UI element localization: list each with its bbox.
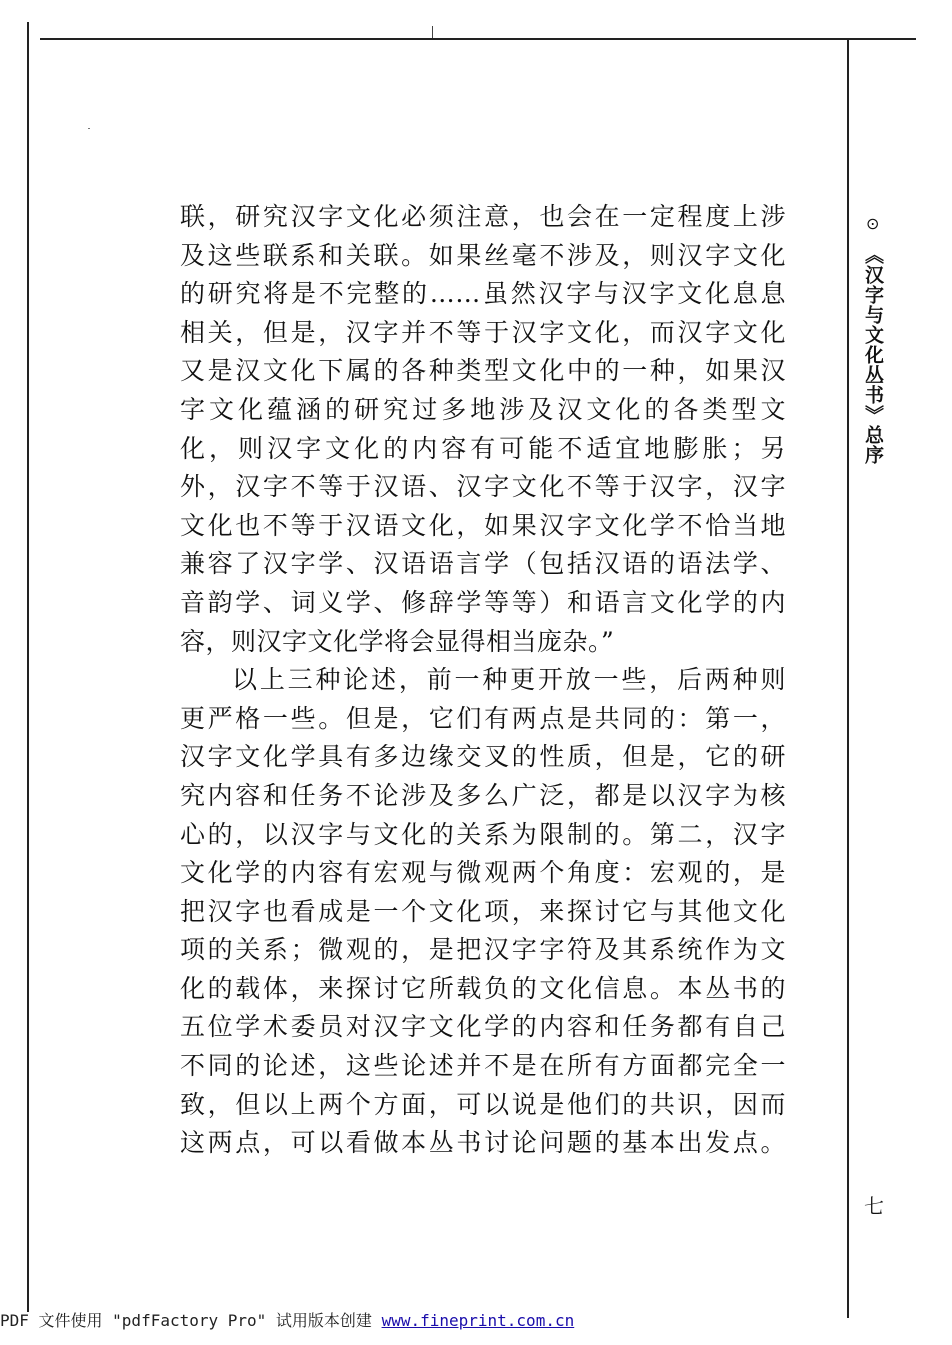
body-line: 究内容和任务不论涉及多么广泛，都是以汉字为核: [180, 780, 786, 810]
body-line: 又是汉文化下属的各种类型文化中的一种，如果汉: [180, 356, 786, 386]
header-rule-tick: [432, 26, 433, 38]
body-line: 心的，以汉字与文化的关系为限制的。第二，汉字: [180, 819, 786, 849]
left-margin-rule: [27, 22, 29, 1312]
paragraph-first-line: 以上三种论述，前一种更开放一些，后两种则: [232, 665, 786, 695]
footer-link[interactable]: www.fineprint.com.cn: [381, 1311, 575, 1330]
body-line: 文化学的内容有宏观与微观两个角度：宏观的，是: [180, 858, 786, 888]
body-line: 兼容了汉字学、汉语语言学（包括汉语的语法学、: [180, 549, 786, 579]
body-line: 联，研究汉字文化必须注意，也会在一定程度上涉: [180, 202, 786, 231]
body-line: 更严格一些。但是，它们有两点是共同的：第一，: [180, 703, 786, 733]
footer-text: PDF 文件使用 "pdfFactory Pro" 试用版本创建: [0, 1311, 382, 1330]
body-text: [180, 198, 786, 1163]
body-line: 项的关系；微观的，是把汉字字符及其系统作为文: [180, 935, 786, 965]
body-line: 音韵学、词义学、修辞学等等）和语言文化学的内: [180, 587, 786, 617]
body-line: 汉字文化学具有多边缘交叉的性质，但是，它的研: [180, 742, 786, 772]
body-line: 致，但以上两个方面，可以说是他们的共识，因而: [180, 1089, 786, 1119]
body-line: 化，则汉字文化的内容有可能不适宜地膨胀；另: [180, 433, 786, 463]
sidebar-divider-rule: [847, 40, 849, 1318]
body-line: 外，汉字不等于汉语、汉字文化不等于汉字，汉字: [180, 472, 786, 502]
body-line: 这两点，可以看做本丛书讨论问题的基本出发点。: [180, 1128, 786, 1158]
body-line: 及这些联系和关联。如果丝毫不涉及，则汉字文化: [180, 240, 786, 270]
header-rule: [40, 38, 916, 40]
page-number: 七: [864, 1194, 884, 1218]
body-line: 的研究将是不完整的……虽然汉字与汉字文化息息: [180, 279, 786, 309]
scan-speck: [88, 128, 90, 129]
running-title: 《汉字与文化丛书》总序: [862, 245, 884, 465]
body-line: 字文化蕴涵的研究过多地涉及汉文化的各类型文: [180, 394, 786, 424]
circle-dot-icon: ⊙: [866, 214, 880, 233]
body-line: 不同的论述，这些论述并不是在所有方面都完全一: [180, 1051, 786, 1081]
pdf-footer: [0, 1308, 574, 1331]
body-line: 容，则汉字文化学将会显得相当庞杂。”: [180, 626, 615, 656]
body-line: 把汉字也看成是一个文化项，来探讨它与其他文化: [180, 896, 786, 926]
body-line: 相关，但是，汉字并不等于汉字文化，而汉字文化: [180, 317, 786, 347]
body-line: 化的载体，来探讨它所载负的文化信息。本丛书的: [180, 973, 786, 1003]
body-line: 文化也不等于汉语文化，如果汉字文化学不恰当地: [180, 510, 786, 540]
body-line: 五位学术委员对汉字文化学的内容和任务都有自己: [180, 1012, 786, 1042]
